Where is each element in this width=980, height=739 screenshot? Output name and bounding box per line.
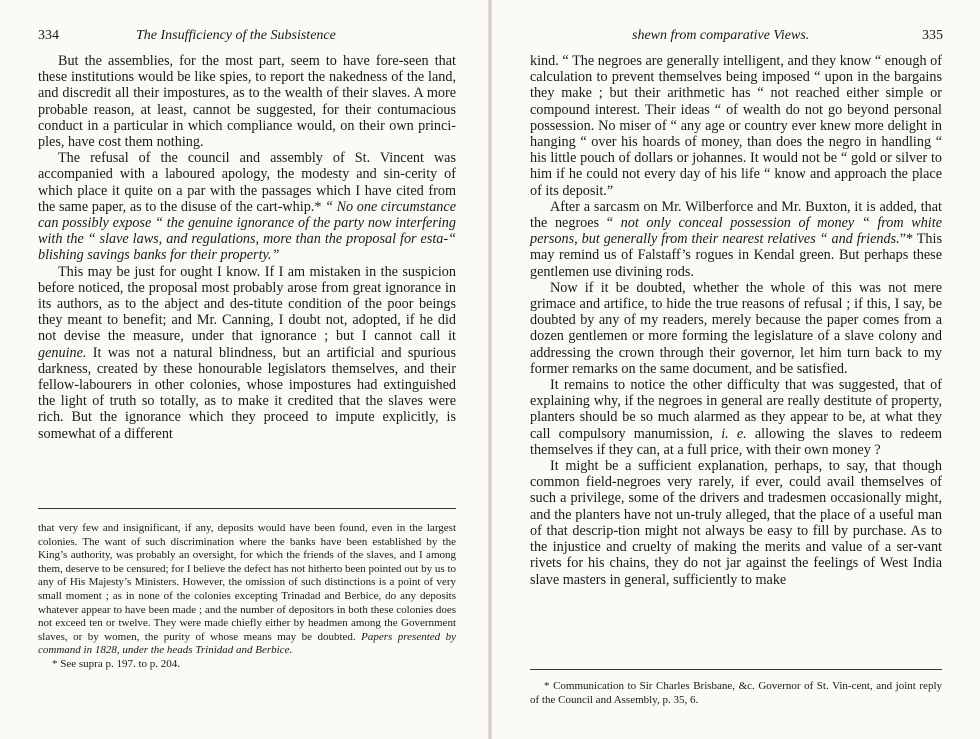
paragraph-text: The refusal of the council and assembly of St. Vincent was accompanied with a laboured apology, the modesty and sin-cerity of which place it quite on a par with the passages which I have cited from the same paper, as to the disuse of the cart-whip.* — [38, 150, 456, 215]
quotation: not only conceal possession of money “ from white persons, but generally from their nearest relatives “ and friends. — [530, 215, 942, 248]
quotation: “ No one circumstance can possibly expose “ the genuine ignorance of the party now interfering with the “ slave laws, and regulations, more than the proposal for esta-“ blishing savings banks for their property.” — [38, 198, 456, 264]
paragraph-text: After a sarcasm on Mr. Wilberforce and Mr. Buxton, it is added, that the negroes “ — [530, 198, 942, 232]
paragraph-text: allowing the slaves to redeem themselves if they can, at a full price, with their own money ? — [530, 425, 943, 458]
paragraph: Now if it be doubted, whether the whole of this was not mere grimace and artifice, to hide the true reasons of refusal ; if this, I say, be doubted by any of my readers, merely because the paper comes from a dozen gentlemen or more forming the legislature of a slave colony and addressing the crown through their governor, let him turn back to my former remarks on the same document, and be satisfied. — [530, 279, 942, 377]
paragraph-text: This may be just for ought I know. If I am mistaken in the suspicion before noticed, the proposal most probably arose from great ignorance in its authors, as to the abject and des-titute condition of the poor beings they meant to benefit; and Mr. Canning, I doubt not, adopted, if he did not devise the measure, under that ignorance ; but I cannot call it — [38, 263, 456, 345]
right-running-title: shewn from comparative Views. — [632, 28, 810, 43]
paragraph-text: It was not a natural blindness, but an artificial and spurious darkness, created by these honourable legislators themselves, and their fellow-labourers in other colonies, whose impostures had extinguished the light of truth so totally, as to make it credited that the slaves were rich. But the ignorance which they proceed to impute explicitly, is somewhat of a different — [38, 344, 456, 442]
footnote-text: * Communication to Sir Charles Brisbane, &c. Governor of St. Vin-cent, and joint reply of the Council and Assembly, p. 35, 6. — [530, 680, 942, 706]
left-footnote — [38, 522, 456, 672]
right-footnote — [530, 680, 942, 707]
paragraph — [38, 264, 456, 442]
paragraph — [530, 377, 942, 458]
right-page — [490, 0, 980, 739]
footnote-body: that very few and insignificant, if any, deposits would have been found, even in the largest colonies. The want of such discrimination where the banks have been established by the King’s authority, was probably an oversight, for which the friends of the slaves, and I among them, deserve to be censured; for I believe the defect has not hitherto been pointed out by us to any of His Majesty’s Ministers. However, the omission of such distinctions is a point of very small moment ; as in none of the colonies excepting Trinadad and Berbice, do any deposits whatever appear to have been made ; and the number of depositors in both these colonies does not exceed ten or twelve. They were made chiefly either by headmen among the Government slaves, or by women, the purity of whose means may be doubted. — [38, 522, 456, 643]
paragraph — [530, 199, 942, 280]
left-page-number: 334 — [38, 28, 59, 43]
footnote-citation: Papers presented by command in 1828, under the heads Trinidad and Berbice. — [38, 630, 456, 657]
paragraph-text: It remains to notice the other difficulty that was suggested, that of explaining why, if the negroes in general are really destitute of property, planters should be so much alarmed as they appear to be, at what they call compulsory manumission, — [530, 377, 942, 442]
right-page-number: 335 — [922, 28, 943, 43]
paragraph: But the assemblies, for the most part, seem to have fore-seen that these institutions would be like spies, to report the nakedness of the land, and discredit all their impostures, as to the wealth of their slaves. A more probable reason, at least, cannot be suggested, for their contumacious conduct in a particular in which compliance would, on their own princi-ples, have cost them nothing. — [38, 53, 456, 151]
right-page-body — [530, 53, 942, 588]
footnote-divider — [530, 669, 942, 670]
paragraph: It might be a sufficient explanation, perhaps, to say, that though common field-negroes very rarely, if ever, could avail themselves of such a privilege, some of the drivers and tradesmen occasionally might, and the planters have not un-truly alleged, that the place of a useful man of that descrip-tion might not always be easy to fill by purchase. As to the injustice and cruelty of making the merits and value of a ser-vant rivets for his chains, they do not jar against the feelings of West India slave masters in general, sufficiently to make — [530, 458, 942, 588]
left-page-body — [38, 53, 456, 442]
footnote-divider — [38, 508, 456, 509]
footnote-reference: * See supra p. 197. to p. 204. — [52, 657, 181, 670]
paragraph: kind. “ The negroes are generally intelligent, and they know “ enough of calculation to prevent themselves being imposed “ upon in the bargains they make ; but their arithmetic has “ not reached either simple or compound interest. Their ideas “ of wealth do not go beyond personal possession. No miser of “ any age or country ever knew more delight in hanging “ over his hoards of money, than does the negro in handling “ his little pouch of dollars or johannes. It would not be “ gold or silver to him if he could not every day of his life “ know and approach the place of its deposit.” — [530, 53, 942, 199]
emphasis: i. e. — [721, 425, 747, 442]
paragraph — [38, 150, 456, 263]
paragraph-text: ”* This may remind us of Falstaff’s rogues in Kendal green. But perhaps these gentlemen use divining rods. — [530, 231, 942, 280]
left-running-title: The Insufficiency of the Subsistence — [136, 28, 336, 43]
emphasis: genuine. — [38, 344, 87, 361]
footnote-text — [38, 522, 456, 658]
